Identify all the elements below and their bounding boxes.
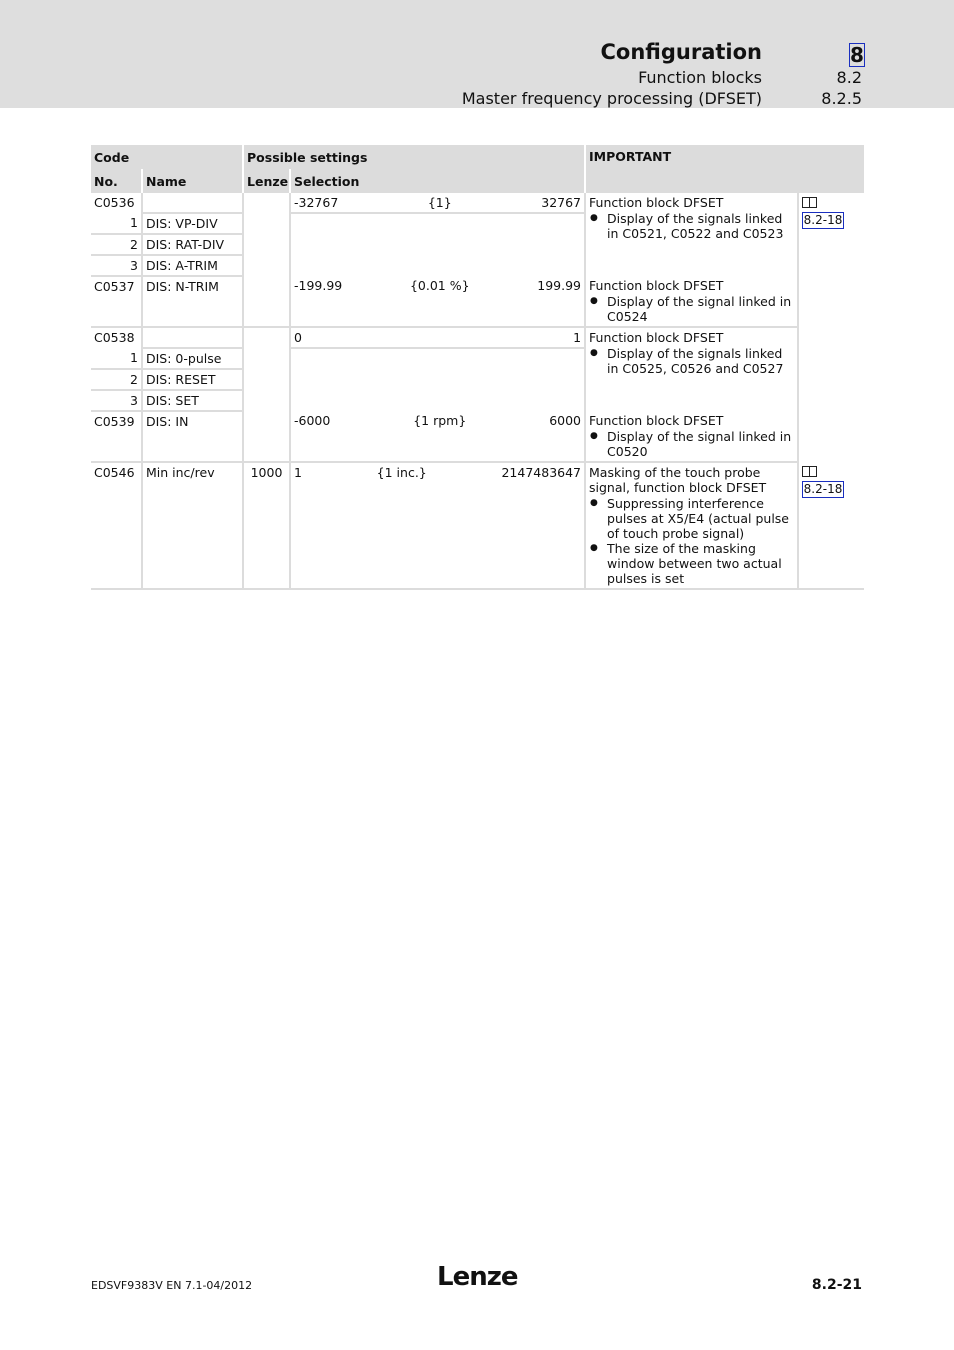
table-row	[91, 276, 864, 327]
selection-max: 199.99	[537, 278, 582, 293]
subsection-title: Master frequency processing (DFSET)	[461, 89, 762, 108]
lenze-logo: Lenze	[437, 1262, 518, 1292]
footer-doc-id: EDSVF9383V EN 7.1-04/2012	[91, 1279, 253, 1292]
important-bullet: ● Display of the signals linked in C0525, C0526 and C0527	[607, 346, 794, 376]
reference-link[interactable]: 8.2-18	[803, 213, 843, 227]
section-title: Function blocks	[638, 68, 762, 87]
table-row	[91, 193, 864, 213]
selection-min: -32767	[294, 195, 339, 210]
book-icon	[802, 466, 817, 477]
selection-step: {1}	[427, 195, 452, 210]
important-text: Function block DFSET	[589, 330, 724, 345]
selection-min: 1	[294, 465, 302, 480]
table-row	[91, 411, 864, 462]
selection-cell	[290, 411, 585, 462]
sub-no-cell: 2	[91, 234, 142, 255]
name-cell: DIS: IN	[142, 411, 243, 462]
reference-link[interactable]: 8.2-18	[803, 482, 843, 496]
book-icon	[802, 197, 817, 208]
name-cell: DIS: N-TRIM	[142, 276, 243, 327]
lenze-cell	[243, 327, 290, 411]
important-bullet: ● Display of the signals linked in C0521, C0522 and C0523	[607, 211, 794, 241]
code-cell: C0538	[94, 330, 135, 345]
parameter-table	[91, 145, 864, 590]
important-cell	[585, 462, 798, 589]
name-cell	[142, 193, 243, 213]
sub-name-cell: DIS: A-TRIM	[142, 255, 243, 276]
table-row	[91, 327, 864, 348]
selection-max: 6000	[549, 413, 582, 428]
selection-max: 32767	[541, 195, 582, 210]
header-no: No.	[91, 169, 142, 193]
header-code: Code	[91, 145, 243, 169]
important-text: Masking of the touch probe signal, function block DFSET	[589, 465, 767, 495]
sub-no-cell: 1	[130, 350, 138, 365]
code-cell: C0546	[91, 462, 142, 589]
reference-cell	[798, 193, 864, 462]
selection-max: 1	[573, 330, 582, 345]
important-bullet: ● Suppressing interference pulses at X5/E4 (actual pulse of touch probe signal)	[607, 496, 794, 541]
code-cell: C0537	[91, 276, 142, 327]
chapter-title: Configuration	[600, 40, 762, 64]
selection-min: -6000	[294, 413, 331, 428]
lenze-cell	[243, 276, 290, 327]
chapter-number-link[interactable]: 8	[850, 43, 864, 67]
table-header-row-1	[91, 145, 864, 169]
selection-max: 2147483647	[501, 465, 582, 480]
sub-name-cell: DIS: 0-pulse	[142, 348, 243, 369]
lenze-cell	[243, 411, 290, 462]
header-name: Name	[142, 169, 243, 193]
selection-cell	[290, 462, 585, 589]
selection-cell	[290, 348, 585, 411]
important-cell	[585, 193, 798, 276]
header-lenze: Lenze	[243, 169, 290, 193]
header-possible-settings: Possible settings	[243, 145, 585, 169]
selection-cell	[290, 327, 585, 348]
header-important: IMPORTANT	[585, 145, 864, 193]
important-text: Function block DFSET	[589, 278, 724, 293]
important-text: Function block DFSET	[589, 413, 724, 428]
selection-step: {0.01 %}	[409, 278, 470, 293]
important-cell	[585, 411, 798, 462]
sub-no-cell: 3	[91, 390, 142, 411]
sub-name-cell: DIS: RAT-DIV	[142, 234, 243, 255]
selection-min: -199.99	[294, 278, 343, 293]
selection-cell	[290, 193, 585, 213]
sub-name-cell: DIS: SET	[142, 390, 243, 411]
name-cell: Min inc/rev	[142, 462, 243, 589]
section-number: 8.2	[836, 68, 862, 87]
important-text: Function block DFSET	[589, 195, 724, 210]
table-row	[91, 462, 864, 589]
sub-name-cell: DIS: VP-DIV	[142, 213, 243, 234]
footer-page-number: 8.2-21	[811, 1277, 862, 1293]
selection-step: {1 rpm}	[413, 413, 467, 428]
important-cell	[585, 276, 798, 327]
important-cell	[585, 327, 798, 411]
important-bullet: ● The size of the masking window between two actual pulses is set	[607, 541, 794, 586]
important-bullet: ● Display of the signal linked in C0524	[607, 294, 794, 324]
selection-cell	[290, 213, 585, 276]
selection-cell	[290, 276, 585, 327]
code-cell: C0536	[94, 195, 135, 210]
header-selection: Selection	[290, 169, 585, 193]
selection-step: {1 inc.}	[376, 465, 427, 480]
code-cell: C0539	[91, 411, 142, 462]
sub-no-cell: 2	[91, 369, 142, 390]
sub-name-cell: DIS: RESET	[142, 369, 243, 390]
reference-cell	[798, 462, 864, 589]
lenze-cell	[243, 193, 290, 276]
sub-no-cell: 3	[91, 255, 142, 276]
selection-min: 0	[294, 330, 302, 345]
sub-no-cell: 1	[130, 215, 138, 230]
important-bullet: ● Display of the signal linked in C0520	[607, 429, 794, 459]
subsection-number: 8.2.5	[821, 89, 862, 108]
lenze-cell: 1000	[243, 462, 290, 589]
name-cell	[142, 327, 243, 348]
